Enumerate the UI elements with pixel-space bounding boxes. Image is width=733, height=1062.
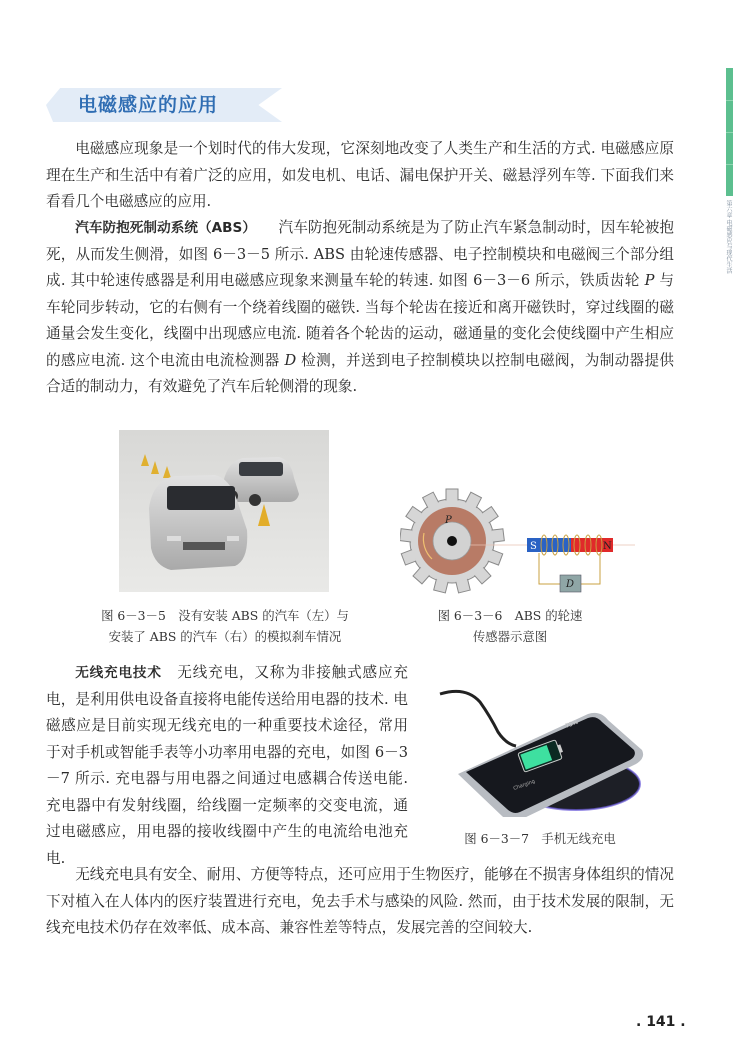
wireless-heading: 无线充电技术 [75, 665, 162, 681]
caption-fig-6-3-7: 图 6－3－7 手机无线充电 [464, 831, 616, 846]
cars-braking-illustration [119, 430, 329, 592]
svg-text:Charging: Charging [512, 778, 536, 792]
abs-heading: 汽车防抱死制动系统（ABS） [75, 220, 250, 236]
svg-text:S: S [530, 541, 537, 552]
phone-on-charger-illustration [436, 672, 646, 817]
section-title: 电磁感应的应用 [78, 94, 219, 116]
abs-text-3: 检测，并送到电子控制模块以控制电磁阀，为制动器提供合适的制动力，有效避免了汽车后轮侧滑的现象. [46, 351, 674, 395]
wireless-paragraph [46, 660, 408, 872]
figure-wireless-charging-photo [436, 672, 646, 817]
var-p: P [644, 272, 655, 289]
abs-paragraph [46, 215, 674, 401]
gear-and-coil-diagram [400, 485, 635, 597]
side-tab-divider [726, 132, 733, 133]
side-tab-divider [726, 100, 733, 101]
abs-text-2: 与车轮同步转动，它的右侧有一个绕着线圈的磁铁. 当每个轮齿在接近和离开磁铁时，穿过线圈的磁通量会发生变化，线圈中出现感应电流. 随着各个轮齿的运动，磁通量的变化会使线圈中产生相应的感应电流. 这个电流由电流检测器 [46, 272, 674, 369]
svg-text:D: D [566, 579, 575, 590]
wireless-text: 无线充电，又称为非接触式感应充电，是利用供电设备直接将电能传送给用电器的技术. 电磁感应是目前实现无线充电的一种重要技术途径，常用于对手机或智能手表等小功率用电器的充电，如图 6－3－7 所示. 充电器与用电器之间通过电感耦合传送电能. 充电器中有发射线圈，给线圈一定频率的交变电流，通过电磁感应，用电器的接收线圈中产生的电流给电池充电. [46, 664, 408, 867]
figure-abs-cars-photo [119, 430, 329, 592]
svg-text:75%: 75% [564, 718, 580, 730]
figure-abs-sensor-diagram [400, 485, 635, 597]
svg-text:P: P [445, 515, 452, 526]
gear-icon [400, 489, 504, 593]
abs-text-1: 汽车防抱死制动系统是为了防止汽车紧急制动时，因车轮被抱死，从而发生侧滑，如图 6－3－5 所示. ABS 由轮速传感器、电子控制模块和电磁阀三个部分组成. 其中轮速传感器是利用电磁感应现象来测量车轮的转速. 如图 6－3－6 所示，铁质齿轮 [46, 219, 674, 289]
page-number: . 141 . [636, 1014, 686, 1030]
closing-paragraph: 无线充电具有安全、耐用、方便等特点，还可应用于生物医疗，能够在不损害身体组织的情况下对植入在人体内的医疗装置进行充电，免去手术与感染的风险. 然而，由于技术发展的限制，无线充电技术仍存在效率低、成本高、兼容性差等特点，发展完善的空间较大. [46, 866, 674, 936]
caption-fig-6-3-6: 图 6－3－6 ABS 的轮速 传感器示意图 [437, 608, 583, 644]
var-d: D [284, 351, 297, 369]
chapter-side-text: 第六章 电磁感应与现代生活 [725, 200, 732, 274]
svg-text:N: N [603, 541, 612, 552]
caption-fig-6-3-5: 图 6－3－5 没有安装 ABS 的汽车（左）与 安装了 ABS 的汽车（右）的模拟刹车情况 [101, 608, 349, 644]
side-tab-divider [726, 164, 733, 165]
intro-paragraph: 电磁感应现象是一个划时代的伟大发现，它深刻地改变了人类生产和生活的方式. 电磁感应原理在生产和生活中有着广泛的应用，如发电机、电话、漏电保护开关、磁悬浮列车等. 下面我们来看看几个电磁感应的应用. [46, 140, 674, 210]
